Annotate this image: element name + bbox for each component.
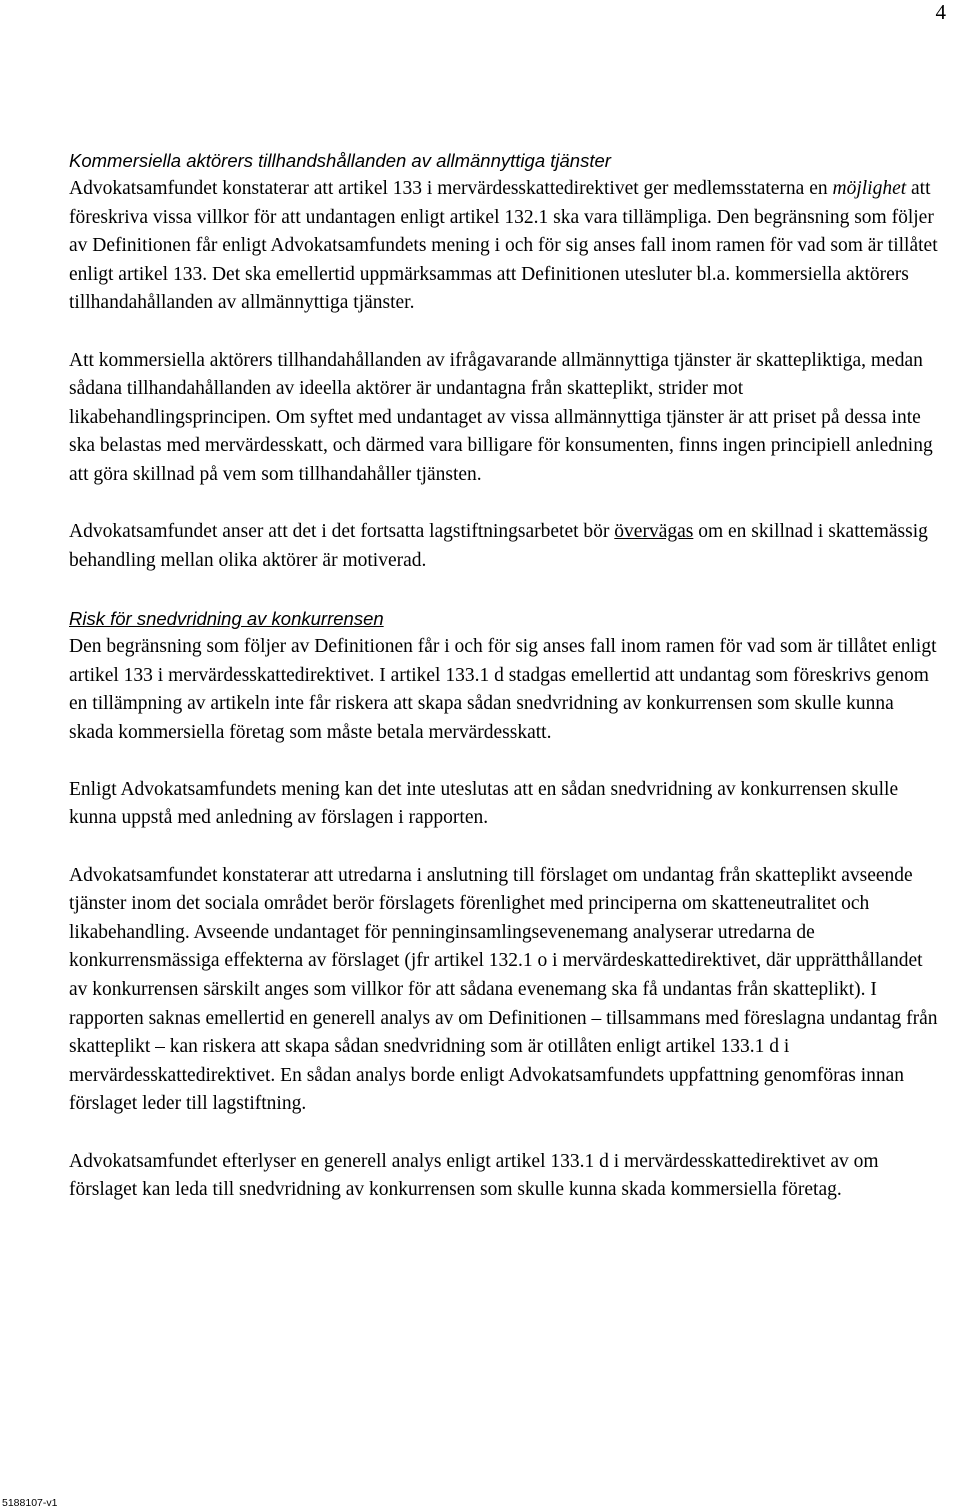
document-id-footer: 5188107-v1 xyxy=(2,1497,58,1509)
page-number: 4 xyxy=(935,0,946,24)
paragraph: Advokatsamfundet konstaterar att utredarna i anslutning till förslaget om undantag från skatteplikt avseende tjänster inom det sociala området berör förslagets förenlighet med principerna om skatteneutralitet och likabehandling. Avseende undantaget för penninginsamlingsevenemang analyserar utredarna de konkurrensmässiga effekterna av förslaget (jfr artikel 132.1 o i mervärdeskattedirektivet, där upprätthållandet av konkurrensen särskilt anges som villkor för att sådana evenemang ska få undantas från skatteplikt). I rapporten saknas emellertid en generell analys av om Definitionen – tillsammans med föreslagna undantag från skatteplikt – kan riskera att skapa sådan snedvridning som är otillåten enligt artikel 133.1 d i mervärdesskattedirektivet. En sådan analys borde enligt Advokatsamfundets uppfattning genomföras innan förslaget leder till lagstiftning. xyxy=(69,864,938,1115)
document-body xyxy=(69,146,941,1205)
section-heading-commercial-actors: Kommersiella aktörers tillhandshållanden av allmännyttiga tjänster xyxy=(69,150,611,171)
paragraph-text: Advokatsamfundet konstaterar att artikel 133 i mervärdesskattedirektivet ger medlemsstaterna en xyxy=(69,178,833,199)
paragraph xyxy=(69,175,941,318)
paragraph: Att kommersiella aktörers tillhandahållanden av ifrågavarande allmännyttiga tjänster är skattepliktiga, medan sådana tillhandahållanden av ideella aktörer är undantagna från skatteplikt, strider mot likabehandlingsprincipen. Om syftet med undantaget av vissa allmännyttiga tjänster är att priset på dessa inte ska belastas med mervärdesskatt, och därmed vara billigare för konsumenten, finns ingen principiell anledning att göra skillnad på vem som tillhandahåller tjänsten. xyxy=(69,349,933,485)
paragraph-text: Advokatsamfundet anser att det i det fortsatta lagstiftningsarbetet bör xyxy=(69,521,615,543)
paragraph xyxy=(69,518,941,575)
underlined-text: övervägas xyxy=(614,521,694,543)
paragraph-text: att föreskriva vissa villkor för att undantagen enligt artikel 132.1 ska vara tillämpliga. Den begränsning som följer av Definitionen får enligt Advokatsamfundets mening i och för sig anses fall inom ramen för vad som är tillåtet enligt artikel 133. Det ska emellertid uppmärksammas att Definitionen utesluter bl.a. kommersiella aktörers tillhandahållanden av allmännyttiga tjänster. xyxy=(69,178,938,314)
emphasis-text: möjlighet xyxy=(832,178,907,199)
section-heading-competition-risk: Risk för snedvridning av konkurrensen xyxy=(69,607,384,629)
paragraph: Advokatsamfundet efterlyser en generell analys enligt artikel 133.1 d i mervärdesskattedirektivet av om förslaget kan leda till snedvridning av konkurrensen som skulle kunna skada kommersiella företag. xyxy=(69,1150,879,1201)
paragraph-text: om en skillnad i skattemässig behandling mellan olika aktörer är motiverad. xyxy=(69,521,928,571)
paragraph: Den begränsning som följer av Definitionen får i och för sig anses fall inom ramen för vad som är tillåtet enligt artikel 133 i mervärdesskattedirektivet. I artikel 133.1 d stadgas emellertid att undantag som föreskrivs genom en tillämpning av artikeln inte får riskera att skapa sådan snedvridning av konkurrensen som skulle kunna skada kommersiella företag som måste betala mervärdesskatt. xyxy=(69,635,937,743)
paragraph: Enligt Advokatsamfundets mening kan det inte uteslutas att en sådan snedvridning av konkurrensen skulle kunna uppstå med anledning av förslagen i rapporten. xyxy=(69,778,899,829)
